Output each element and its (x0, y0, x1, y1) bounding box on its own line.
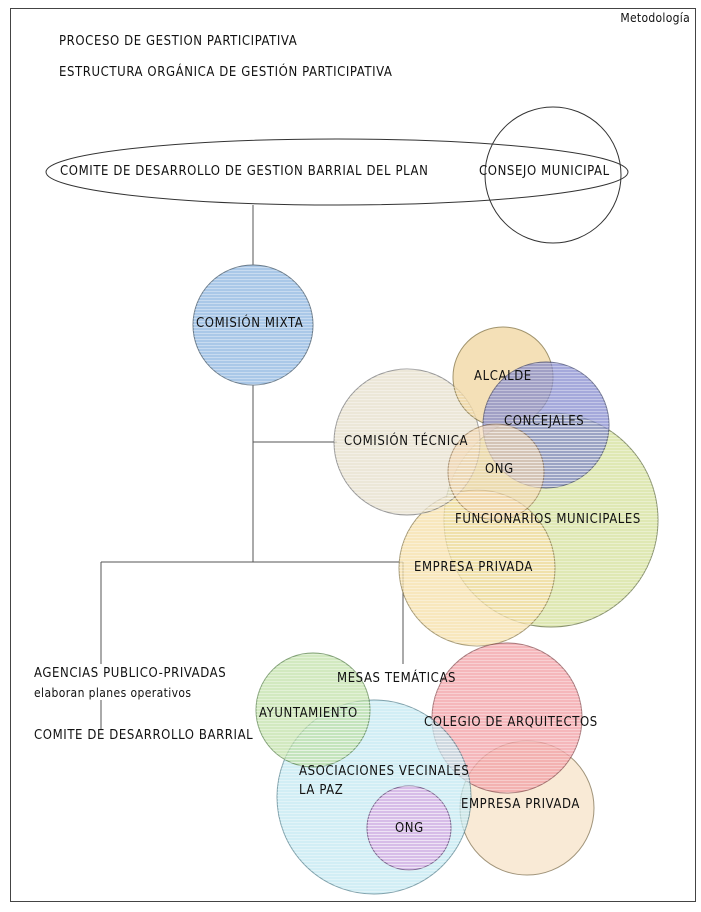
label-la-paz: LA PAZ (299, 783, 344, 798)
label-funcionarios: FUNCIONARIOS MUNICIPALES (455, 512, 641, 527)
title-process: PROCESO DE GESTION PARTICIPATIVA (59, 34, 298, 49)
label-colegio: COLEGIO DE ARQUITECTOS (424, 715, 598, 730)
label-consejo: CONSEJO MUNICIPAL (479, 164, 610, 179)
label-ong-lower: ONG (395, 821, 424, 836)
label-asociaciones: ASOCIACIONES VECINALES (299, 764, 470, 779)
title-structure: ESTRUCTURA ORGÁNICA DE GESTIÓN PARTICIPATIVA (59, 65, 393, 80)
label-comite-barrial: COMITE DE DESARROLLO BARRIAL (34, 728, 254, 743)
label-concejales: CONCEJALES (504, 414, 585, 429)
label-empresa-privada-lower: EMPRESA PRIVADA (461, 797, 580, 812)
label-ayuntamiento: AYUNTAMIENTO (259, 706, 358, 721)
label-comision-mixta: COMISIÓN MIXTA (196, 316, 304, 331)
label-empresa-privada-upper: EMPRESA PRIVADA (414, 560, 533, 575)
corner-label: Metodología (620, 11, 690, 25)
label-alcalde: ALCALDE (474, 369, 532, 384)
label-comite-plan: COMITE DE DESARROLLO DE GESTION BARRIAL DEL PLAN (60, 164, 429, 179)
label-agencias-sub: elaboran planes operativos (34, 686, 192, 700)
label-comision-tecnica: COMISIÓN TÉCNICA (344, 434, 469, 449)
label-mesas-tematicas: MESAS TEMÁTICAS (337, 671, 457, 686)
label-agencias: AGENCIAS PUBLICO-PRIVADAS (34, 666, 227, 681)
label-ong-upper: ONG (485, 462, 514, 477)
